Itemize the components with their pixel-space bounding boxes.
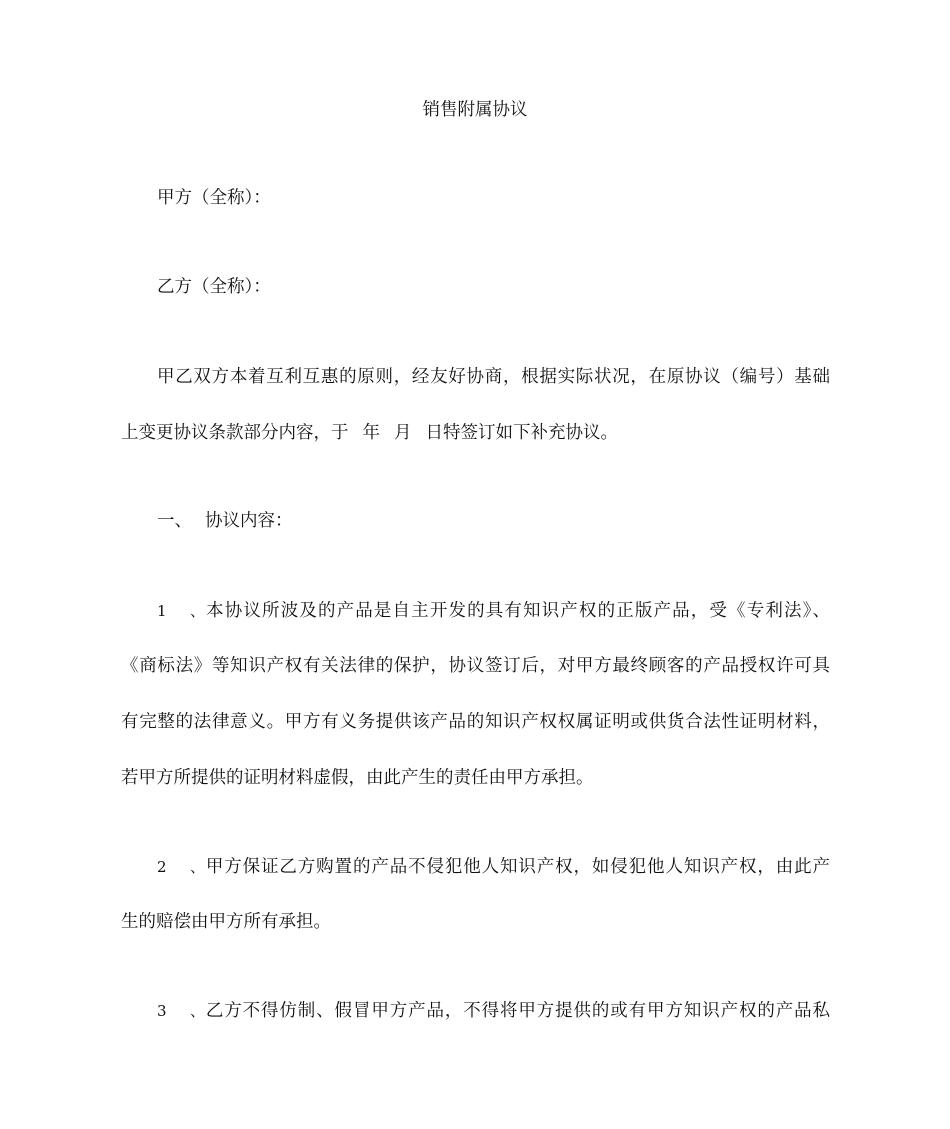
party-b-label: 乙方（全称）： bbox=[157, 277, 271, 297]
clause-1-line-4: 若甲方所提供的证明材料虚假，由此产生的责任由甲方承担。 bbox=[121, 768, 594, 788]
clause-1-line-1 bbox=[157, 600, 830, 622]
intro-line-2 bbox=[121, 422, 830, 444]
clause-2-line-1 bbox=[157, 856, 830, 878]
clause-2-line-2: 生的赔偿由甲方所有承担。 bbox=[121, 912, 331, 932]
section-1-ordinal: 一、 bbox=[157, 511, 192, 531]
intro-line-2-suffix: 日特签订如下补充协议。 bbox=[425, 423, 618, 443]
intro-month: 月 bbox=[394, 423, 412, 443]
clause-3-number: 3、 bbox=[157, 1002, 205, 1020]
party-a-label: 甲方（全称）： bbox=[157, 188, 271, 208]
clause-2-number: 2、 bbox=[157, 858, 205, 876]
section-1-title: 协议内容： bbox=[205, 511, 293, 531]
section-1-heading bbox=[157, 510, 830, 532]
document-title: 销售附属协议 bbox=[422, 100, 528, 120]
intro-line-2-prefix: 上变更协议条款部分内容，于 bbox=[121, 423, 349, 443]
intro-line-1: 甲乙双方本着互利互惠的原则，经友好协商，根据实际状况，在原协议（编号）基础 bbox=[157, 367, 830, 387]
clause-1-number: 1、 bbox=[157, 602, 205, 620]
clause-1-line-2: 《商标法》等知识产权有关法律的保护，协议签订后，对甲方最终顾客的产品授权许可具 bbox=[121, 656, 830, 676]
clause-3-text-1: 乙方不得仿制、假冒甲方产品，不得将甲方提供的或有甲方知识产权的产品私 bbox=[205, 1001, 830, 1021]
clause-1-text-1: 本协议所波及的产品是自主开发的具有知识产权的正版产品，受《专利法》、 bbox=[205, 601, 830, 621]
clause-1-line-3: 有完整的法律意义。甲方有义务提供该产品的知识产权权属证明或供货合法性证明材料， bbox=[121, 712, 830, 732]
intro-year: 年 bbox=[362, 423, 380, 443]
clause-3-line-1 bbox=[157, 1000, 830, 1022]
clause-2-text-1: 甲方保证乙方购置的产品不侵犯他人知识产权，如侵犯他人知识产权，由此产 bbox=[205, 857, 830, 877]
